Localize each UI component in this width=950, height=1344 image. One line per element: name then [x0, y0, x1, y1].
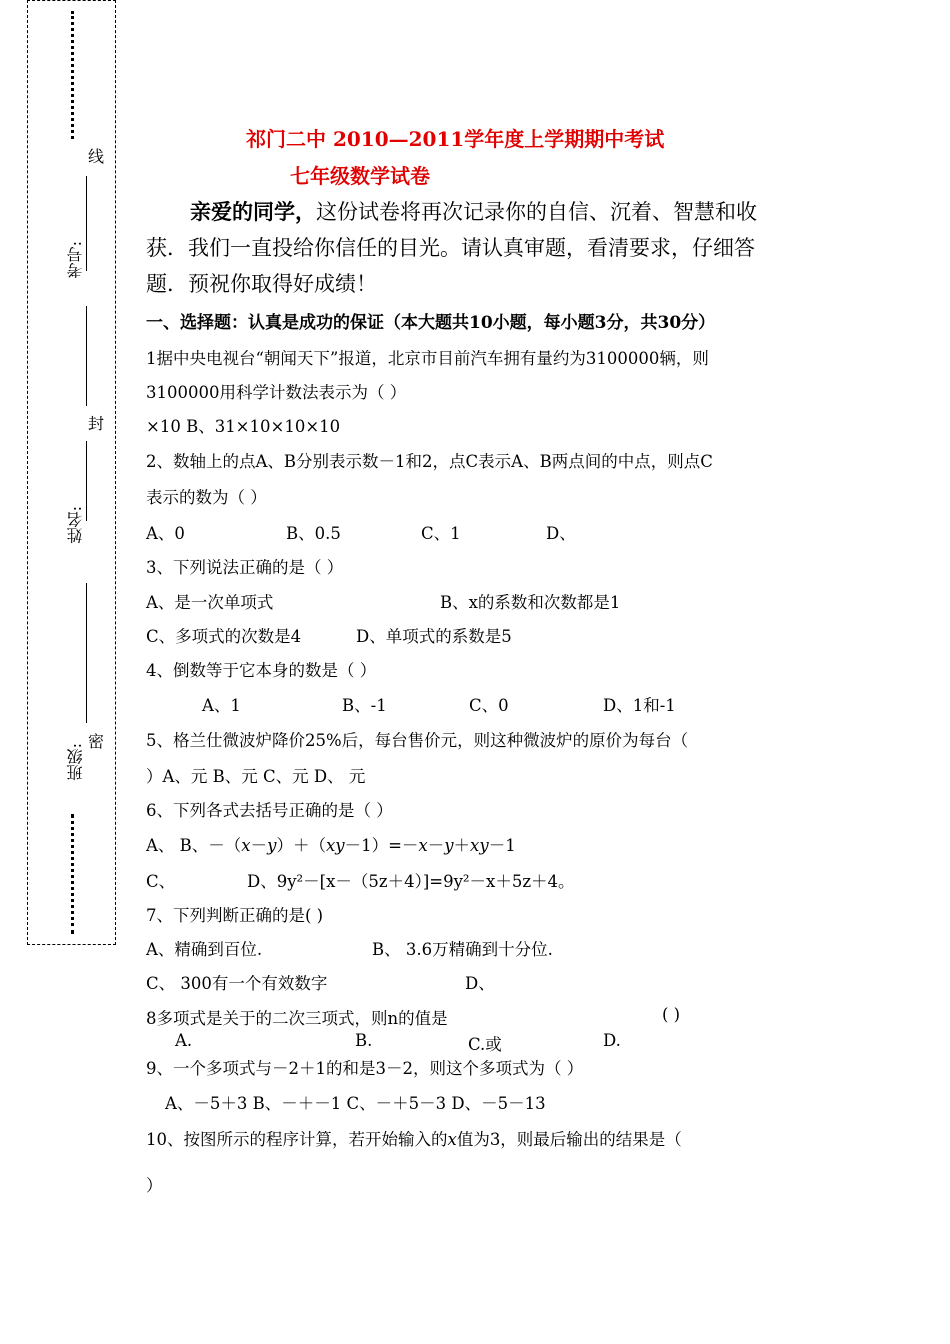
intro-line3: 题．预祝你取得好成绩！	[146, 272, 377, 296]
seal-char-xian: 线	[88, 147, 105, 166]
q3-option-b: B、x的系数和次数都是1	[440, 593, 621, 612]
banji-label: 班级:	[66, 743, 85, 781]
q8-answer-paren: ( )	[662, 1005, 681, 1024]
q4-option-c: C、0	[469, 696, 509, 715]
q1-line1: 1据中央电视台“朝闻天下”报道，北京市目前汽车拥有量约为3100000辆，则	[146, 349, 709, 368]
q3-option-d: D、单项式的系数是5	[356, 627, 512, 646]
q7-stem: 7、下列判断正确的是( )	[146, 906, 324, 925]
q7-option-c: C、 300有一个有效数字	[146, 974, 328, 993]
q6-ab-y: y	[267, 836, 277, 855]
q3-stem: 3、下列说法正确的是（ ）	[146, 558, 344, 577]
q10-line1	[146, 1126, 682, 1150]
q6-ab-m5: ＋	[453, 836, 471, 855]
intro-line2: 获．我们一直投给你信任的目光。请认真审题，看清要求，仔细答	[146, 236, 755, 260]
intro-line1: 这份试卷将再次记录你的自信、沉着、智慧和收	[316, 200, 757, 224]
q7-option-a: A、精确到百位.	[146, 940, 263, 959]
q8-option-a: A.	[175, 1031, 193, 1050]
q9-options: A、－5＋3 B、－＋－1 C、－＋5－3 D、－5－13	[165, 1094, 546, 1113]
intro-lead: 亲爱的同学，	[190, 199, 316, 224]
q9-stem: 9、一个多项式与－2＋1的和是3－2，则这个多项式为（ ）	[146, 1059, 584, 1078]
q4-stem: 4、倒数等于它本身的数是（ ）	[146, 661, 377, 680]
q2-line1: 2、数轴上的点A、B分别表示数－1和2，点C表示A、B两点间的中点，则点C	[146, 452, 713, 471]
q3-option-c: C、多项式的次数是4	[146, 627, 302, 646]
q3-option-a: A、是一次单项式	[146, 593, 274, 612]
q6-ab-y2: y	[444, 836, 454, 855]
q6-ab-x2: x	[418, 836, 428, 855]
exam-subtitle: 七年级数学试卷	[290, 164, 430, 188]
q6-ab-m1: －	[250, 836, 268, 855]
exam-title: 祁门二中 2010—2011学年度上学期期中考试	[246, 127, 665, 151]
dotted-cut-line-top	[71, 11, 74, 139]
q4-option-d: D、1和-1	[603, 696, 676, 715]
dotted-cut-line-bottom	[71, 814, 74, 934]
q6-ab-m4: －	[427, 836, 445, 855]
q6-options-ab	[146, 832, 516, 856]
seal-char-mi: 密	[88, 732, 105, 751]
q6-stem: 6、下列各式去括号正确的是（ ）	[146, 801, 393, 820]
q10-line1-pre: 10、按图所示的程序计算，若开始输入的	[146, 1130, 448, 1149]
q2-line2: 表示的数为（ ）	[146, 488, 267, 507]
kaohao-label: 考号:	[66, 241, 85, 279]
q2-option-c: C、1	[421, 524, 461, 543]
q6-ab-m2: ）＋（	[276, 836, 326, 855]
q8-option-b: B.	[355, 1031, 373, 1050]
xingming-label: 姓名:	[66, 506, 85, 544]
q8-stem: 8多项式是关于的二次三项式，则n的值是	[146, 1009, 448, 1028]
q6-option-c: C、	[146, 872, 176, 891]
banji-blank-line	[86, 583, 87, 723]
q5-line1: 5、格兰仕微波炉降价25%后，每台售价元，则这种微波炉的原价为每台（	[146, 731, 689, 750]
q10-line2: ）	[146, 1176, 163, 1195]
q8-option-d: D.	[603, 1031, 621, 1050]
binding-strip	[27, 0, 116, 945]
cut-line-upper	[86, 306, 87, 406]
intro-paragraph	[146, 194, 826, 302]
q6-ab-xy: xy	[325, 836, 345, 855]
q1-line2: 3100000用科学计数法表示为（ ）	[146, 383, 407, 402]
q4-option-b: B、-1	[342, 696, 387, 715]
q6-ab-pre: A、 B、－（	[146, 836, 242, 855]
q7-option-b: B、 3.6万精确到十分位.	[372, 940, 553, 959]
q10-line1-post: 值为3，则最后输出的结果是（	[456, 1130, 682, 1149]
q6-ab-xy2: xy	[470, 836, 489, 855]
q8-option-c: C.或	[468, 1035, 502, 1054]
q2-option-b: B、0.5	[286, 524, 341, 543]
q10-var-x: x	[447, 1130, 457, 1149]
q2-option-d: D、	[546, 524, 576, 543]
seal-char-feng: 封	[88, 414, 105, 433]
q1-options: ×10 B、31×10×10×10	[146, 417, 341, 436]
q4-option-a: A、1	[202, 696, 241, 715]
section-heading-choice: 一、选择题：认真是成功的保证（本大题共10小题，每小题3分，共30分）	[146, 313, 716, 333]
q2-option-a: A、0	[146, 524, 185, 543]
q6-ab-x: x	[241, 836, 251, 855]
q5-line2: ）A、元 B、元 C、元 D、 元	[146, 767, 366, 786]
q7-option-d: D、	[465, 974, 495, 993]
q6-option-d: D、9y²－[x－（5z＋4）]=9y²－x＋5z＋4。	[247, 872, 575, 891]
q6-ab-m3: －1）=－	[344, 836, 419, 855]
q6-ab-end: －1	[488, 836, 516, 855]
